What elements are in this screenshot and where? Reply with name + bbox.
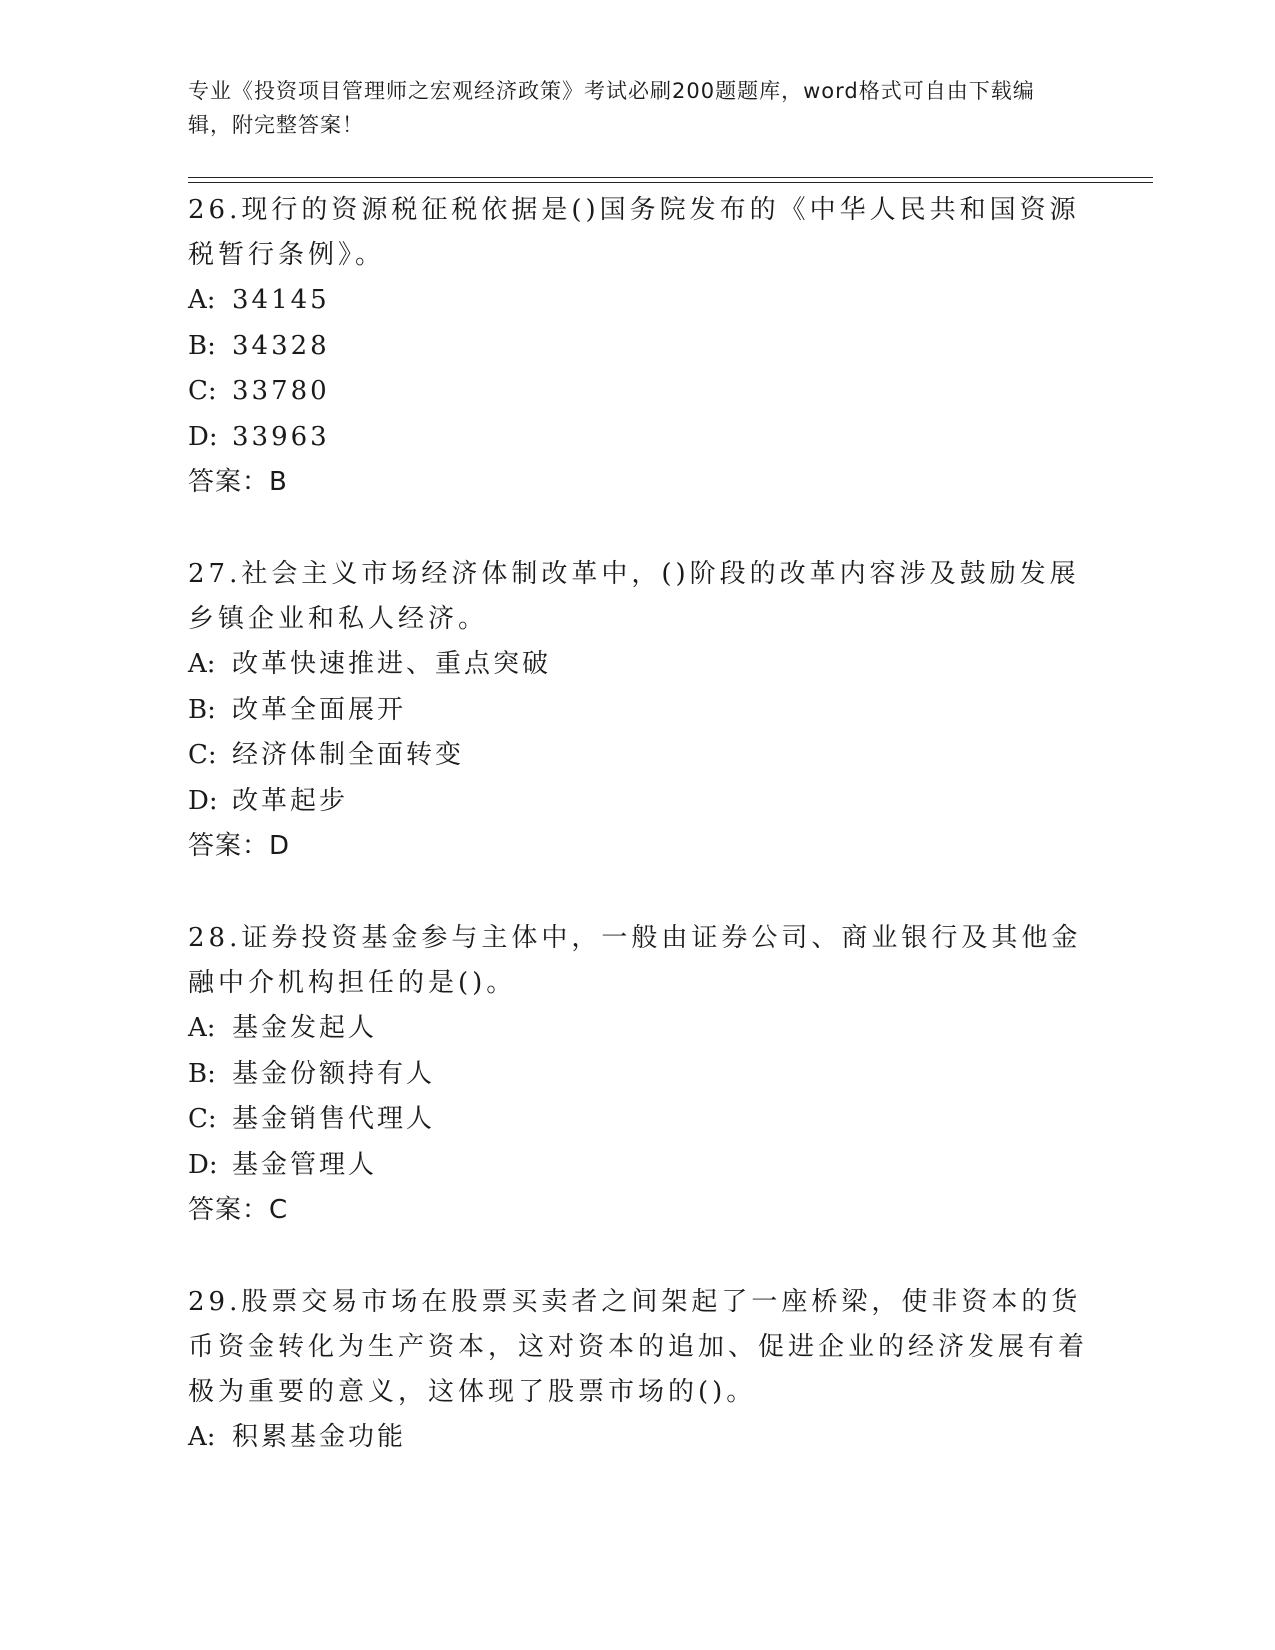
option-c xyxy=(188,733,1088,779)
option-text: 改革全面展开 xyxy=(232,694,407,725)
option-label: C: xyxy=(188,376,217,406)
option-d xyxy=(188,1143,1088,1189)
option-text: 33780 xyxy=(232,376,330,406)
header-divider-top xyxy=(188,177,1153,178)
option-b xyxy=(188,324,1088,370)
option-c xyxy=(188,1097,1088,1143)
option-text: 34145 xyxy=(232,285,330,315)
option-text: 基金份额持有人 xyxy=(232,1058,436,1089)
option-label: D: xyxy=(188,785,218,816)
option-a xyxy=(188,642,1088,688)
question-29 xyxy=(188,1280,1088,1461)
question-28 xyxy=(188,916,1088,1233)
question-stem: 29.股票交易市场在股票买卖者之间架起了一座桥梁，使非资本的货币资金转化为生产资本，这对资本的追加、促进企业的经济发展有着极为重要的意义，这体现了股票市场的()。 xyxy=(188,1287,1089,1407)
question-stem: 28.证券投资基金参与主体中，一般由证券公司、商业银行及其他金融中介机构担任的是()。 xyxy=(188,923,1082,998)
answer: 答案：D xyxy=(188,831,291,861)
question-stem: 27.社会主义市场经济体制改革中，()阶段的改革内容涉及鼓励发展乡镇企业和私人经济。 xyxy=(188,559,1080,634)
document-header: 专业《投资项目管理师之宏观经济政策》考试必刷200题题库，word格式可自由下载编辑，附完整答案！ xyxy=(188,79,1035,137)
option-a xyxy=(188,1415,1088,1461)
option-b xyxy=(188,1052,1088,1098)
option-text: 经济体制全面转变 xyxy=(232,740,465,770)
option-text: 基金销售代理人 xyxy=(232,1104,436,1134)
option-d xyxy=(188,415,1088,461)
option-label: A: xyxy=(188,1013,216,1043)
option-text: 33963 xyxy=(232,421,330,452)
option-text: 积累基金功能 xyxy=(232,1422,407,1452)
header-divider-bottom xyxy=(188,182,1153,183)
option-text: 34328 xyxy=(232,330,330,361)
option-label: B: xyxy=(188,694,216,725)
option-b xyxy=(188,688,1088,734)
option-text: 改革起步 xyxy=(232,785,349,816)
answer: 答案：C xyxy=(188,1195,289,1225)
option-text: 基金发起人 xyxy=(232,1013,378,1043)
option-label: B: xyxy=(188,1058,216,1089)
option-a xyxy=(188,1006,1088,1052)
option-label: D: xyxy=(188,421,218,452)
option-text: 基金管理人 xyxy=(232,1149,378,1180)
option-text: 改革快速推进、重点突破 xyxy=(232,649,552,679)
option-label: A: xyxy=(188,649,216,679)
option-label: C: xyxy=(188,1104,217,1134)
option-label: D: xyxy=(188,1149,218,1180)
option-label: C: xyxy=(188,740,217,770)
option-label: A: xyxy=(188,285,216,315)
option-a xyxy=(188,278,1088,324)
option-label: B: xyxy=(188,330,216,361)
question-27 xyxy=(188,552,1088,869)
answer: 答案：B xyxy=(188,467,288,497)
option-c xyxy=(188,369,1088,415)
option-label: A: xyxy=(188,1422,216,1452)
question-stem: 26.现行的资源税征税依据是()国务院发布的《中华人民共和国资源税暂行条例》。 xyxy=(188,195,1080,270)
option-d xyxy=(188,779,1088,825)
question-26 xyxy=(188,188,1088,505)
